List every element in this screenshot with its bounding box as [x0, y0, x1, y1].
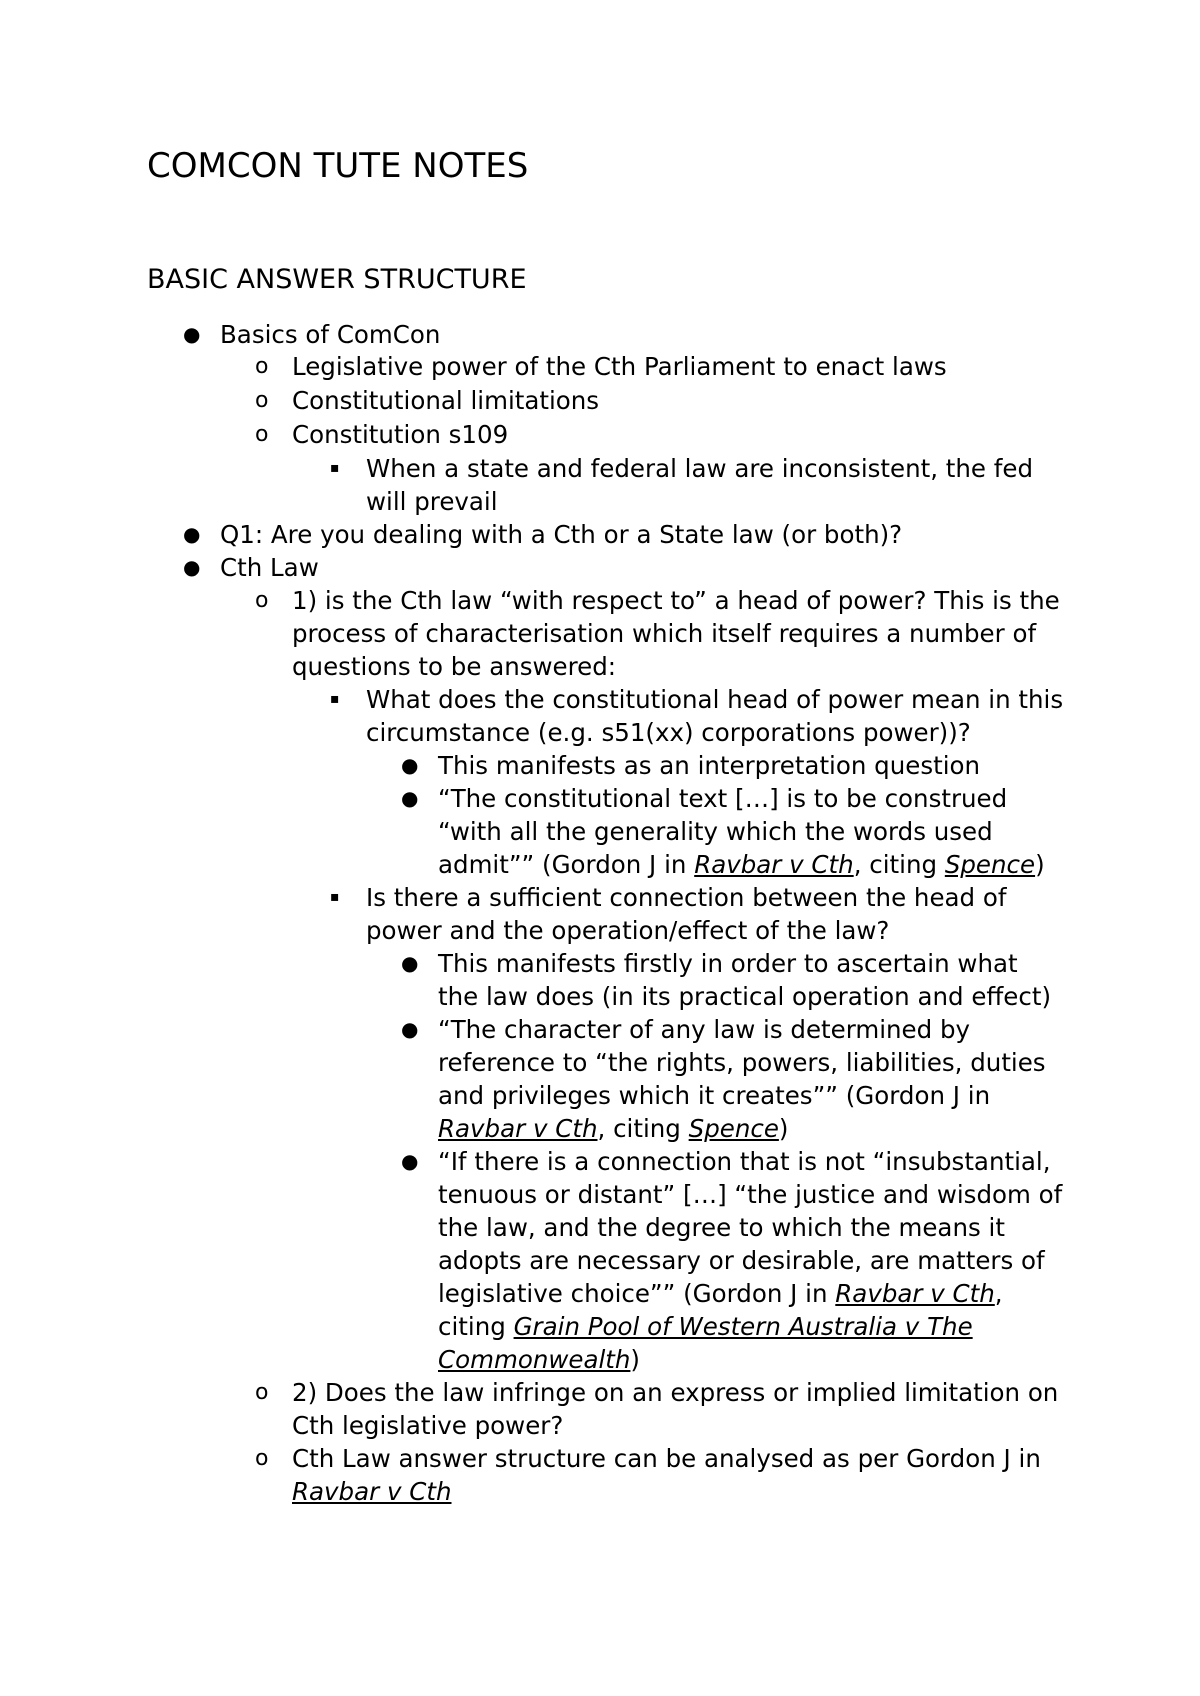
- list-item: Cth Law: [220, 553, 319, 582]
- list-item: “The character of any law is determined by: [438, 1015, 971, 1044]
- document-title: COMCON TUTE NOTES: [147, 146, 529, 186]
- bullet-disc-icon: ●: [401, 753, 419, 777]
- bullet-disc-icon: ●: [183, 322, 201, 346]
- list-item: Is there a sufficient connection between the head of: [366, 883, 1007, 912]
- text-run: ): [778, 1114, 789, 1143]
- text-run: ): [1035, 850, 1045, 879]
- list-item: “The constitutional text […] is to be construed: [438, 784, 1008, 813]
- text-run: legislative choice”” (Gordon J in: [438, 1279, 836, 1308]
- list-item: This manifests as an interpretation question: [438, 751, 981, 780]
- list-item-continued: [438, 1343, 640, 1376]
- list-item-continued: tenuous or distant” […] “the justice and wisdom of: [438, 1180, 1063, 1209]
- list-item-continued: [438, 1277, 1003, 1310]
- case-citation: Grain Pool of Western Australia v The: [513, 1312, 973, 1341]
- list-item: Q1: Are you dealing with a Cth or a State law (or both)?: [220, 520, 903, 549]
- bullet-square-icon: ▪: [330, 691, 340, 707]
- bullet-square-icon: ▪: [330, 460, 340, 476]
- text-run: , citing: [853, 850, 945, 879]
- list-item-continued: [438, 1112, 788, 1145]
- list-item-continued: Cth legislative power?: [292, 1411, 564, 1440]
- bullet-disc-icon: ●: [401, 1017, 419, 1041]
- list-item: 1) is the Cth law “with respect to” a head of power? This is the: [292, 586, 1060, 615]
- case-citation: Commonwealth: [438, 1345, 631, 1374]
- bullet-disc-icon: ●: [401, 951, 419, 975]
- case-citation: Spence: [688, 1114, 779, 1143]
- bullet-circle-icon: o: [255, 422, 269, 447]
- bullet-disc-icon: ●: [183, 555, 201, 579]
- list-item-continued: adopts are necessary or desirable, are matters of: [438, 1246, 1045, 1275]
- section-heading: BASIC ANSWER STRUCTURE: [147, 264, 527, 295]
- list-item: Cth Law answer structure can be analysed as per Gordon J in: [292, 1444, 1041, 1473]
- text-run: ): [630, 1345, 640, 1374]
- list-item: Basics of ComCon: [220, 320, 441, 349]
- bullet-circle-icon: o: [255, 388, 269, 413]
- case-citation: Ravbar v Cth: [438, 1114, 598, 1143]
- bullet-disc-icon: ●: [183, 522, 201, 546]
- list-item-continued: process of characterisation which itself requires a number of: [292, 619, 1037, 648]
- list-item: When a state and federal law are inconsistent, the fed: [366, 454, 1034, 483]
- text-run: ,: [994, 1279, 1003, 1308]
- bullet-circle-icon: o: [255, 1446, 269, 1471]
- bullet-circle-icon: o: [255, 1380, 269, 1405]
- list-item: Legislative power of the Cth Parliament to enact laws: [292, 352, 947, 381]
- list-item-continued: questions to be answered:: [292, 652, 617, 681]
- bullet-circle-icon: o: [255, 354, 269, 379]
- case-citation: Spence: [944, 850, 1036, 879]
- list-item-continued: “with all the generality which the words used: [438, 817, 993, 846]
- text-run: admit”” (Gordon J in: [438, 850, 695, 879]
- bullet-square-icon: ▪: [330, 889, 340, 905]
- case-citation: Ravbar v Cth: [694, 850, 854, 879]
- list-item-continued: [438, 1310, 973, 1343]
- list-item-continued: [292, 1475, 452, 1508]
- list-item-continued: and privileges which it creates”” (Gordon J in: [438, 1081, 991, 1110]
- case-citation: Ravbar v Cth: [292, 1477, 452, 1506]
- list-item: “If there is a connection that is not “insubstantial,: [438, 1147, 1051, 1176]
- list-item: This manifests firstly in order to ascertain what: [438, 949, 1018, 978]
- bullet-disc-icon: ●: [401, 786, 419, 810]
- list-item: Constitution s109: [292, 420, 509, 449]
- list-item-continued: power and the operation/effect of the law?: [366, 916, 890, 945]
- text-run: , citing: [597, 1114, 689, 1143]
- list-item: Constitutional limitations: [292, 386, 600, 415]
- text-run: citing: [438, 1312, 514, 1341]
- list-item-continued: the law does (in its practical operation and effect): [438, 982, 1052, 1011]
- list-item-continued: circumstance (e.g. s51(xx) corporations power))?: [366, 718, 971, 747]
- case-citation: Ravbar v Cth: [835, 1279, 995, 1308]
- list-item-continued: will prevail: [366, 487, 498, 516]
- list-item-continued: reference to “the rights, powers, liabilities, duties: [438, 1048, 1046, 1077]
- list-item: 2) Does the law infringe on an express or implied limitation on: [292, 1378, 1059, 1407]
- bullet-circle-icon: o: [255, 588, 269, 613]
- bullet-disc-icon: ●: [401, 1149, 419, 1173]
- list-item: What does the constitutional head of power mean in this: [366, 685, 1064, 714]
- list-item-continued: [438, 848, 1045, 881]
- list-item-continued: the law, and the degree to which the means it: [438, 1213, 1005, 1242]
